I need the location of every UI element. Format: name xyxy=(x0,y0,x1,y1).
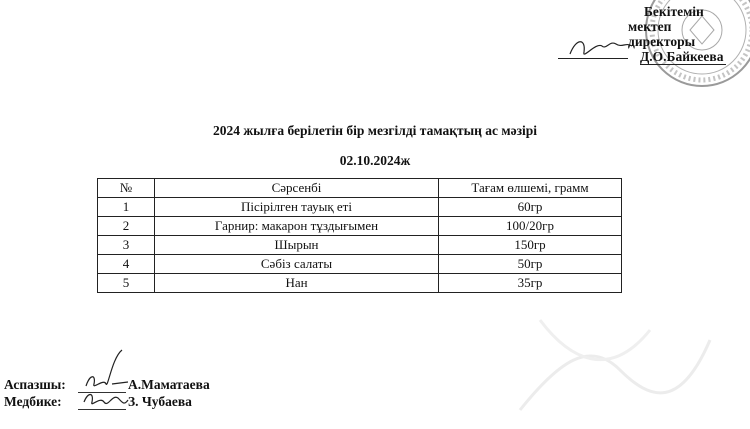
nurse-signature-row xyxy=(4,394,192,410)
table-row xyxy=(98,236,622,255)
cook-signature-line xyxy=(78,392,126,393)
row-number: 5 xyxy=(98,274,155,293)
approval-director-name: Д.О.Байкеева xyxy=(640,49,726,65)
director-signature xyxy=(566,34,636,62)
row-number: 3 xyxy=(98,236,155,255)
row-weight: 50гр xyxy=(439,255,622,274)
header-dish: Сәрсенбі xyxy=(155,179,439,198)
table-row xyxy=(98,198,622,217)
table-row xyxy=(98,255,622,274)
row-weight: 150гр xyxy=(439,236,622,255)
nurse-name: З. Чубаева xyxy=(128,394,192,409)
row-weight: 60гр xyxy=(439,198,622,217)
background-watermark xyxy=(500,300,720,420)
table-row xyxy=(98,217,622,236)
menu-title: 2024 жылға берілетін бір мезгілді тамақтың ас мәзірі xyxy=(212,123,538,138)
row-dish: Гарнир: макарон тұздығымен xyxy=(155,217,439,236)
row-dish: Сәбіз салаты xyxy=(155,255,439,274)
cook-signature-row xyxy=(4,377,210,393)
row-weight: 100/20гр xyxy=(439,217,622,236)
cook-role: Аспазшы: xyxy=(4,377,66,392)
header-weight: Тағам өлшемі, грамм xyxy=(439,179,622,198)
row-dish: Пісірілген тауық еті xyxy=(155,198,439,217)
table-header-row xyxy=(98,179,622,198)
nurse-signature-line xyxy=(78,409,126,410)
table-row xyxy=(98,274,622,293)
approval-heading: Бекітемін xyxy=(644,4,704,19)
approval-position: мектеп директоры xyxy=(628,19,696,49)
row-dish: Шырын xyxy=(155,236,439,255)
row-weight: 35гр xyxy=(439,274,622,293)
menu-table xyxy=(97,178,622,293)
row-number: 1 xyxy=(98,198,155,217)
cook-name: А.Маматаева xyxy=(128,377,210,392)
nurse-role: Медбике: xyxy=(4,394,62,409)
row-dish: Нан xyxy=(155,274,439,293)
row-number: 4 xyxy=(98,255,155,274)
header-number: № xyxy=(98,179,155,198)
menu-date: 02.10.2024ж xyxy=(339,153,411,168)
row-number: 2 xyxy=(98,217,155,236)
